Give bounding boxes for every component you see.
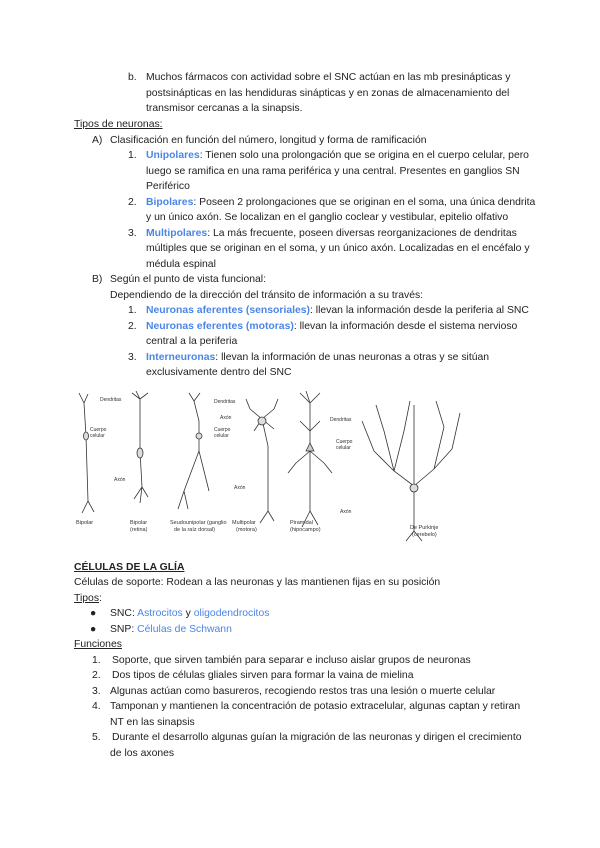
- paragraph-line: y un único axón. Se localizan en el ganglio coclear y vestibular, epitelio olfativo: [146, 212, 509, 223]
- term-highlight: Neuronas eferentes (motoras): [146, 321, 294, 332]
- list-marker: 2.: [128, 321, 137, 332]
- list-marker: 4.: [92, 701, 101, 712]
- paragraph-line: exclusivamente dentro del SNC: [146, 367, 292, 378]
- bullet-item-snc: SNC: Astrocitos y oligodendrocitos: [110, 608, 270, 619]
- funcion-item-continuation: de los axones: [110, 748, 175, 759]
- label-axon-right: Axón: [340, 509, 352, 515]
- label-celular-right: celular: [336, 445, 351, 451]
- funcion-item: Algunas actúan como basureros, recogiendo restos tras una lesión o muerte celular: [110, 686, 496, 697]
- caption-seudo-1: Seudounipolar (ganglio: [170, 520, 227, 526]
- term-highlight: Interneuronas: [146, 352, 216, 363]
- funcion-item: Dos tipos de células gliales sirven para formar la vaina de mielina: [112, 670, 414, 681]
- tipos-heading: Tipos:: [74, 593, 102, 604]
- paragraph-line: transmisor cercanas a la sinapsis.: [146, 103, 303, 114]
- label-cuerpo-right: Cuerpo: [336, 439, 353, 445]
- caption-purkinje-2: (cerebelo): [412, 532, 437, 538]
- list-marker: 2.: [128, 197, 137, 208]
- section-marker: A): [92, 135, 103, 146]
- funcion-item: Soporte, que sirven también para separar e incluso aislar grupos de neuronas: [112, 655, 471, 666]
- list-marker: 2.: [92, 670, 101, 681]
- section-title: Según el punto de vista funcional:: [110, 274, 266, 285]
- caption-bipolar-retina-2: (retina): [130, 527, 148, 533]
- list-item-aferentes: Neuronas aferentes (sensoriales): llevan la información desde la periferia al SNC: [146, 305, 529, 316]
- label-dendritas-mid: Dendritas: [214, 399, 236, 405]
- glia-description: Células de soporte: Rodean a las neuronas y las mantienen fijas en su posición: [74, 577, 441, 588]
- funcion-item: Durante el desarrollo algunas guían la migración de las neuronas y dirigen el crecimiento: [112, 732, 522, 743]
- list-item-multipolares: Multipolares: La más frecuente, poseen diversas reorganizaciones de dendritas: [146, 228, 517, 239]
- paragraph-line: múltiples que se originan en el soma, y un único axón. Localizadas en el encéfalo y: [146, 243, 530, 254]
- paragraph-line: postsinápticas en las hendiduras sinápticas y en zonas de almacenamiento del: [146, 88, 510, 99]
- list-item-unipolares: Unipolares: Tienen solo una prolongación que se origina en el cuerpo celular, pero: [146, 150, 529, 161]
- caption-bipolar: Bipolar: [76, 520, 94, 526]
- bullet: ●: [90, 624, 97, 635]
- label-cuerpo: Cuerpo: [90, 427, 107, 433]
- label-celular-mid: celular: [214, 433, 229, 439]
- caption-multipolar-1: Multipolar: [232, 520, 256, 526]
- list-marker: 3.: [128, 228, 137, 239]
- funciones-heading: Funciones: [74, 639, 122, 650]
- list-marker: 5.: [92, 732, 101, 743]
- paragraph-line: central a la periferia: [146, 336, 238, 347]
- list-marker: 1.: [92, 655, 101, 666]
- list-marker: 1.: [128, 150, 137, 161]
- section-heading-tipos-neuronas: Tipos de neuronas:: [74, 119, 163, 130]
- link-oligodendrocitos[interactable]: oligodendrocitos: [193, 608, 270, 619]
- caption-multipolar-2: (motora): [236, 527, 257, 533]
- label-axon-mid2: Axón: [234, 485, 246, 491]
- caption-bipolar-retina-1: Bipolar: [130, 520, 148, 526]
- label-celular: celular: [90, 433, 105, 439]
- list-marker: 3.: [92, 686, 101, 697]
- list-marker: 3.: [128, 352, 137, 363]
- caption-piramidal-2: (hipocampo): [290, 527, 321, 533]
- link-astrocitos[interactable]: Astrocitos: [137, 608, 183, 619]
- paragraph-line: Periférico: [146, 181, 190, 192]
- section-marker: B): [92, 274, 103, 285]
- funcion-item: Tamponan y mantienen la concentración de potasio extracelular, algunas captan y retiran: [110, 701, 521, 712]
- list-marker: b.: [128, 72, 137, 83]
- caption-piramidal-1: Piramidal: [290, 520, 313, 526]
- label-cuerpo-mid: Cuerpo: [214, 427, 231, 433]
- term-highlight: Bipolares: [146, 197, 194, 208]
- link-celulas-schwann[interactable]: Células de Schwann: [137, 624, 232, 635]
- label-dendritas-right: Dendritas: [330, 417, 352, 423]
- label-axon: Axón: [114, 477, 126, 483]
- term-highlight: Neuronas aferentes (sensoriales): [146, 305, 311, 316]
- section-heading-glia: CÉLULAS DE LA GLÍA: [74, 562, 185, 573]
- list-marker: 1.: [128, 305, 137, 316]
- term-highlight: Unipolares: [146, 150, 200, 161]
- caption-purkinje-1: De Purkinje: [410, 525, 439, 531]
- label-dendritas: Dendritas: [100, 397, 122, 403]
- neuron-types-figure: [74, 391, 462, 543]
- bullet: ●: [90, 608, 97, 619]
- paragraph-line: médula espinal: [146, 259, 216, 270]
- term-highlight: Multipolares: [146, 228, 208, 239]
- list-item-bipolares: Bipolares: Poseen 2 prolongaciones que se originan en el soma, una única dendrita: [146, 197, 536, 208]
- caption-seudo-2: de la raíz dorsal): [174, 527, 215, 533]
- list-item-eferentes: Neuronas eferentes (motoras): llevan la información desde el sistema nervioso: [146, 321, 518, 332]
- paragraph-line: Muchos fármacos con actividad sobre el SNC actúan en las mb presinápticas y: [146, 72, 511, 83]
- funcion-item-continuation: NT en las sinapsis: [110, 717, 195, 728]
- label-axon-mid: Axón: [220, 415, 232, 421]
- paragraph-line: luego se ramifica en una rama periférica y una central. Presentes en ganglios SN: [146, 166, 520, 177]
- list-item-interneuronas: Interneuronas: llevan la información de unas neuronas a otras y se sitúan: [146, 352, 490, 363]
- section-subtitle: Dependiendo de la dirección del tránsito de información a su través:: [110, 290, 424, 301]
- section-title: Clasificación en función del número, longitud y forma de ramificación: [110, 135, 427, 146]
- bullet-item-snp: SNP: Células de Schwann: [110, 624, 232, 635]
